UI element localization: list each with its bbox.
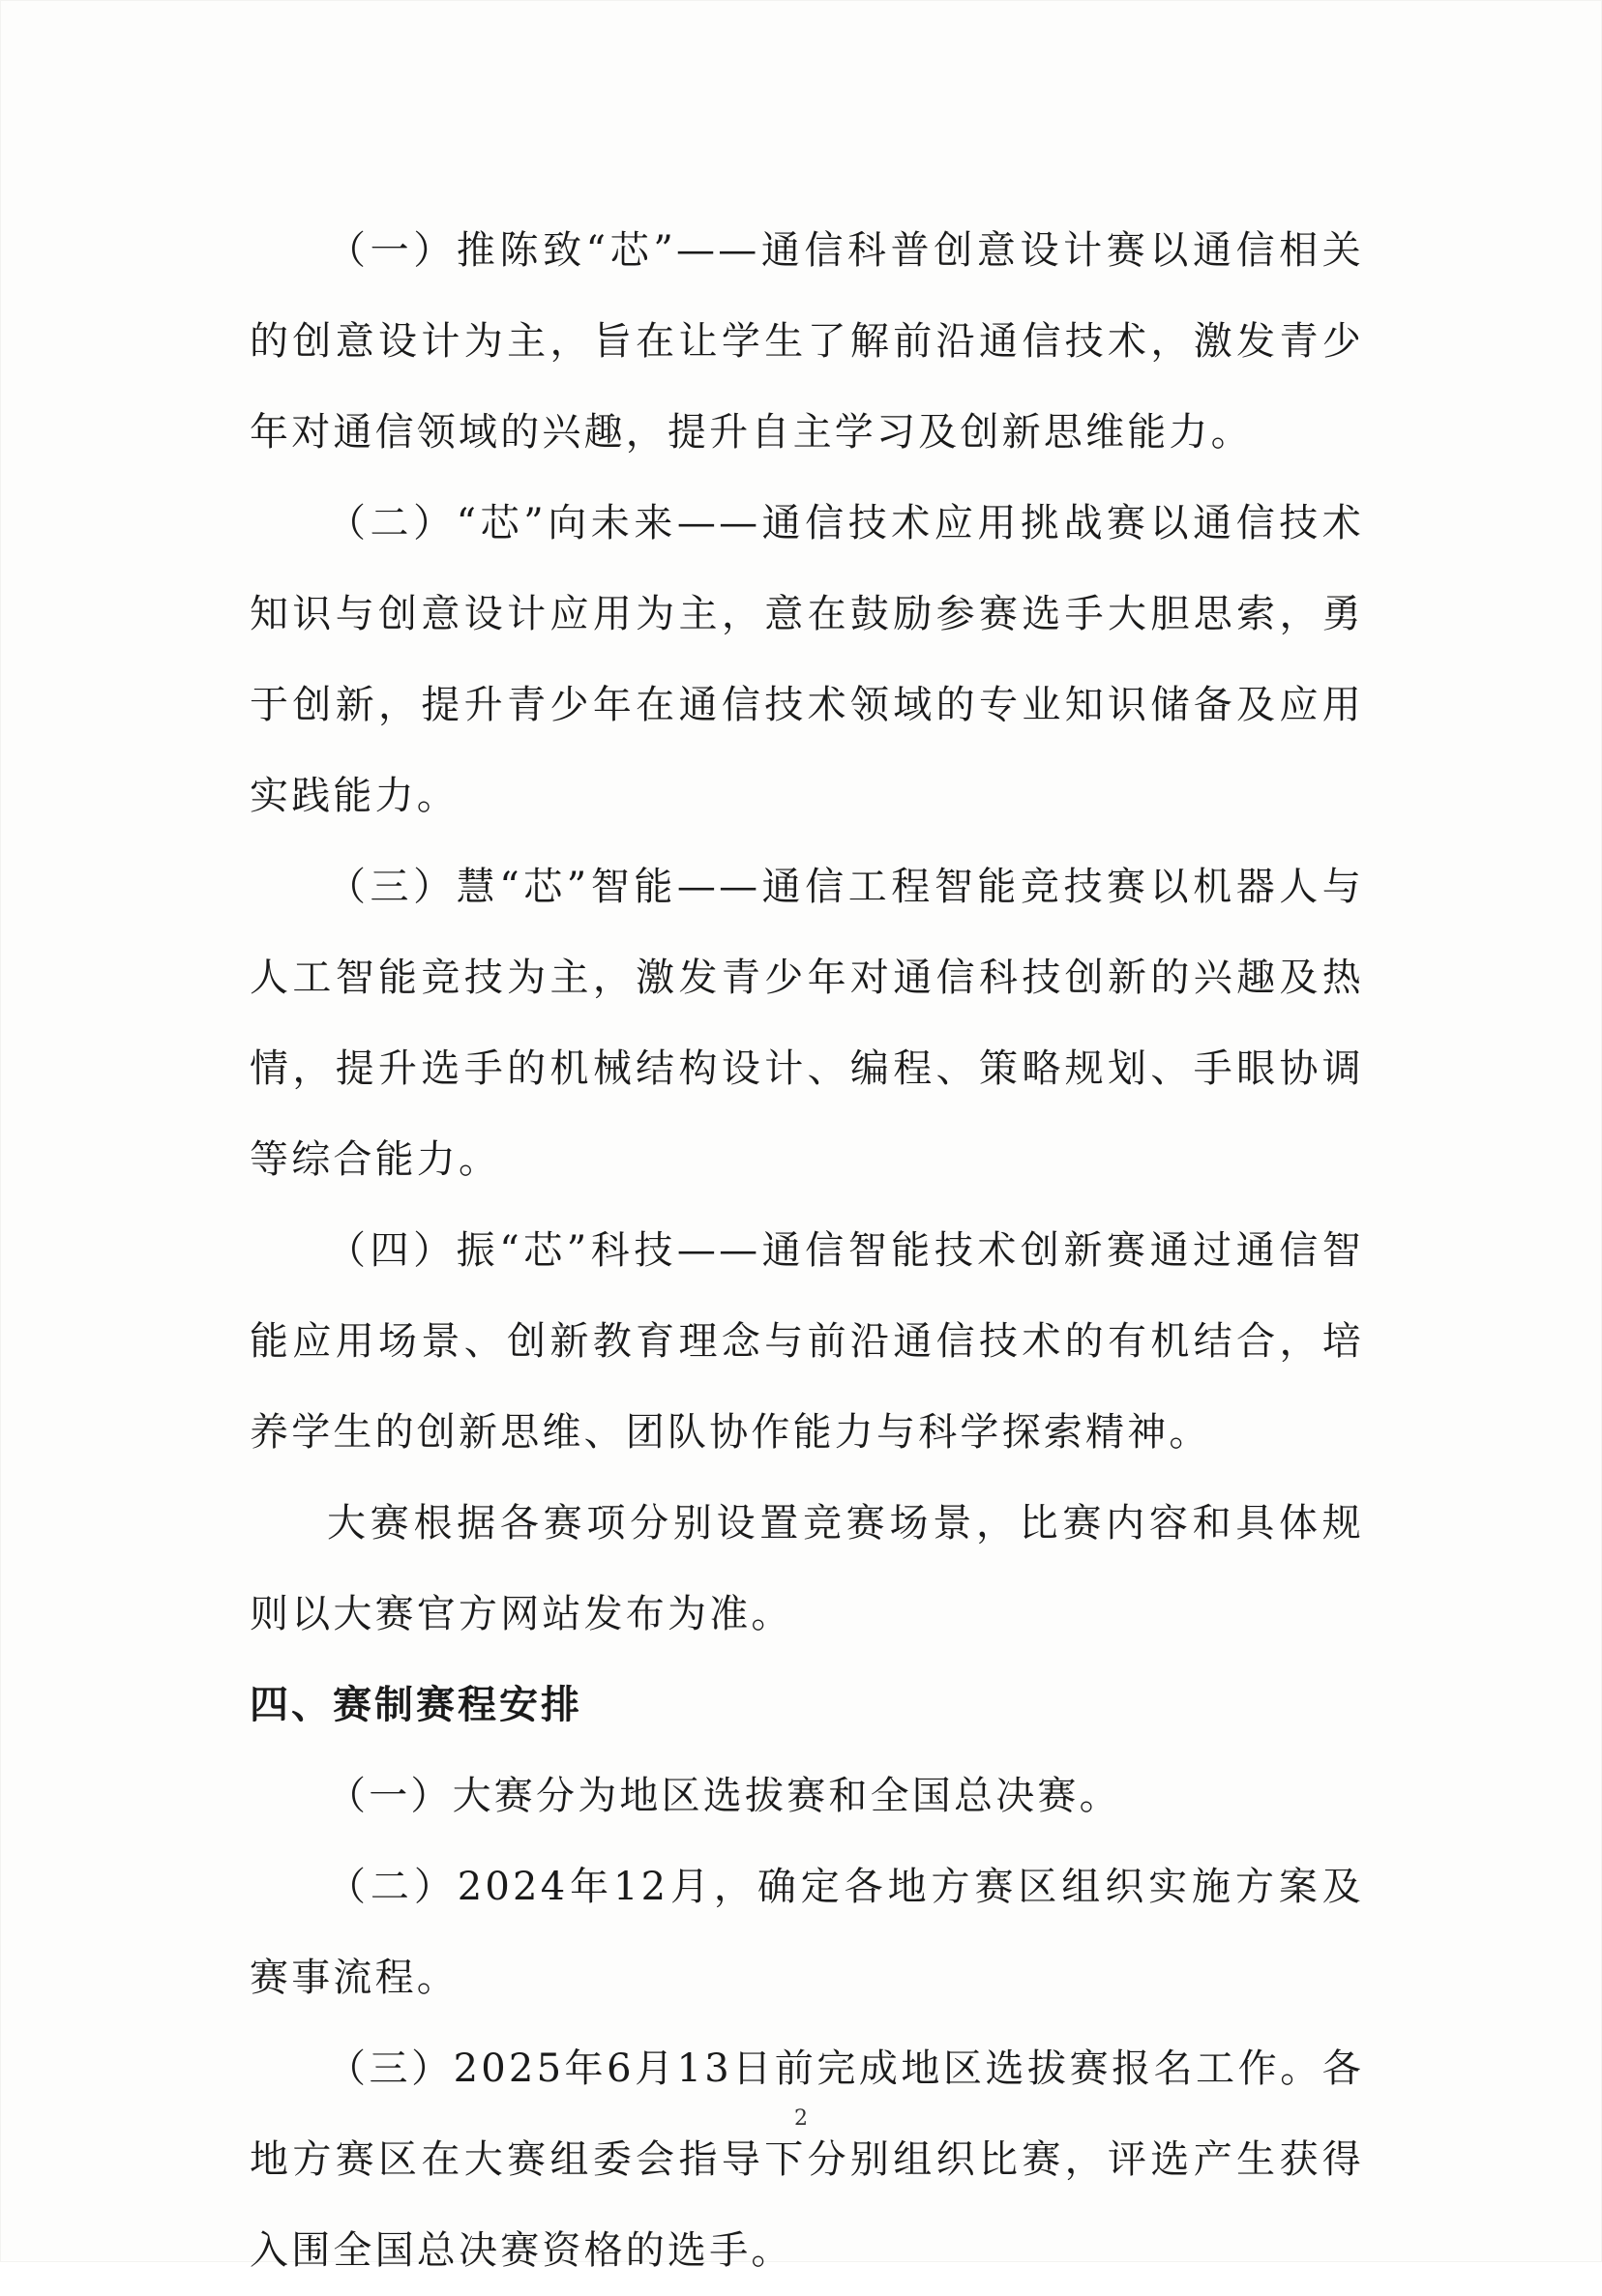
paragraph-rules-note: 大赛根据各赛项分别设置竞赛场景，比赛内容和具体规则以大赛官方网站发布为准。: [250, 1501, 1364, 1636]
schedule-item-1: （一）大赛分为地区选拔赛和全国总决赛。: [327, 1774, 1121, 1818]
section-heading-schedule: 四、赛制赛程安排: [250, 1683, 582, 1727]
schedule-item-3: （三）2025年6月13日前完成地区选拔赛报名工作。各地方赛区在大赛组委会指导下分别组织比赛，评选产生获得入围全国总决赛资格的选手。: [250, 2046, 1364, 2273]
document-body: [250, 205, 1364, 2296]
paragraph-competition-2: （二）“芯”向未来——通信技术应用挑战赛以通信技术知识与创意设计应用为主，意在鼓励参赛选手大胆思索，勇于创新，提升青少年在通信技术领域的专业知识储备及应用实践能力。: [250, 501, 1364, 818]
page-number: 2: [794, 2106, 808, 2131]
paragraph-competition-3: （三）慧“芯”智能——通信工程智能竞技赛以机器人与人工智能竞技为主，激发青少年对通信科技创新的兴趣及热情，提升选手的机械结构设计、编程、策略规划、手眼协调等综合能力。: [250, 865, 1364, 1182]
schedule-item-2: （二）2024年12月，确定各地方赛区组织实施方案及赛事流程。: [250, 1865, 1364, 2000]
paragraph-competition-4: （四）振“芯”科技——通信智能技术创新赛通过通信智能应用场景、创新教育理念与前沿通信技术的有机结合，培养学生的创新思维、团队协作能力与科学探索精神。: [250, 1228, 1364, 1455]
paragraph-competition-1: （一）推陈致“芯”——通信科普创意设计赛以通信相关的创意设计为主，旨在让学生了解前沿通信技术，激发青少年对通信领域的兴趣，提升自主学习及创新思维能力。: [250, 228, 1364, 455]
